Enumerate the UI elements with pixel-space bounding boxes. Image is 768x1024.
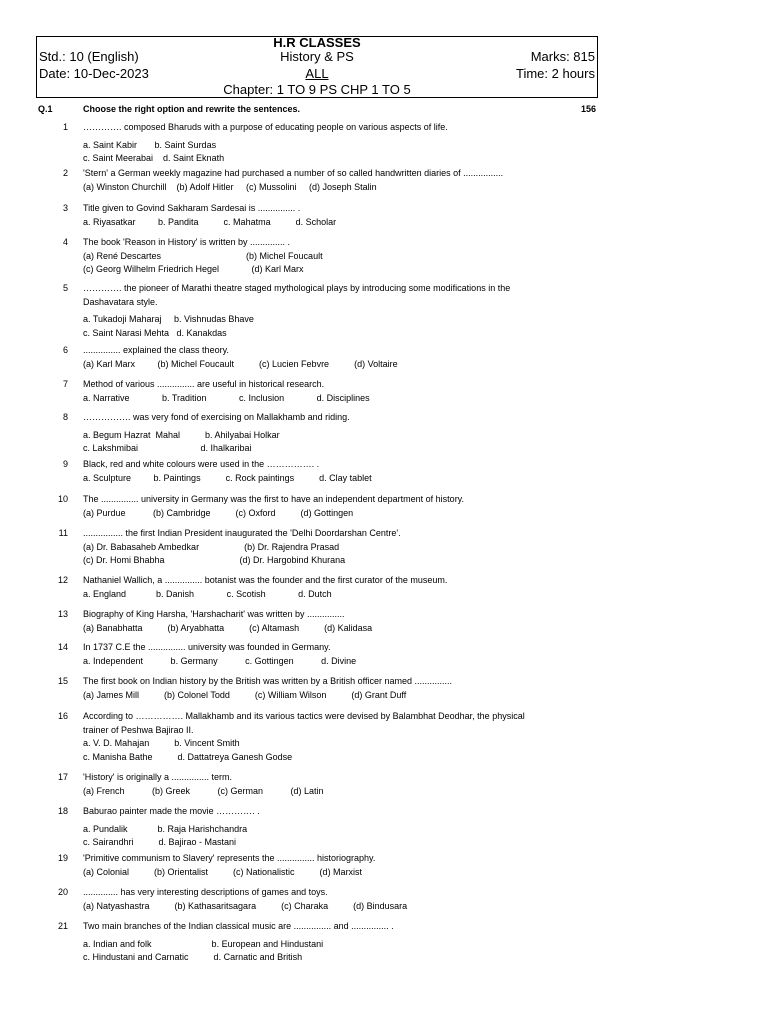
header-row-3	[37, 82, 597, 98]
question-20: 20 .............. has very interesting descriptions of games and toys. (a) Natyashastra (b) Kathasaritsagara (c) Charaka (d) Bindusara	[57, 887, 408, 911]
question-8: 8 ……………. was very fond of exercising on Mallakhamb and riding. a. Begum Hazrat Mahal b. Ahilyabai Holkar c. Lakshmibai d. Ihalkaribai	[62, 412, 350, 453]
question-17: 17 'History' is originally a ............... term. (a) French (b) Greek (c) German (d) Latin	[57, 772, 324, 796]
time-label: Time: 2 hours	[516, 66, 595, 81]
question-1: 1 …………. composed Bharuds with a purpose of educating people on various aspects of life. a. Saint Kabir b. Saint Surdas c. Saint Meerabai d. Saint Eknath	[62, 122, 448, 163]
header-row-2	[37, 66, 597, 82]
question-6: 6 ............... explained the class theory. (a) Karl Marx (b) Michel Foucault (c) Lucien Febvre (d) Voltaire	[62, 345, 398, 369]
section-marks: 156	[580, 104, 596, 114]
question-5: 5 …………. the pioneer of Marathi theatre staged mythological plays by introducing some modifications in the Dashavatara style. a. Tukadoji Maharaj b. Vishnudas Bhave c. Saint Narasi Mehta d. Kanakdas	[62, 283, 511, 338]
paper-header	[36, 36, 598, 98]
question-18: 18 Baburao painter made the movie …………. . a. Pundalik b. Raja Harishchandra c. Sairandhri d. Bajirao - Mastani	[57, 806, 260, 847]
question-14: 14 In 1737 C.E the ............... university was founded in Germany. a. Independent b. Germany c. Gottingen d. Divine	[57, 642, 357, 666]
question-12: 12 Nathaniel Wallich, a ............... botanist was the founder and the first curator of the museum. a. England b. Danish c. Scotish d. Dutch	[57, 575, 448, 599]
question-19: 19 'Primitive communism to Slavery' represents the ............... historiography. (a) Colonial (b) Orientalist (c) Nationalistic (d) Marxist	[57, 853, 376, 877]
question-9: 9 Black, red and white colours were used in the ……………. . a. Sculpture b. Paintings c. Rock paintings d. Clay tablet	[62, 459, 372, 483]
question-11: 11 ................ the first Indian President inaugurated the 'Delhi Doordarshan Centre'. (a) Dr. Babasaheb Ambedkar (b) Dr. Rajendra Prasad (c) Dr. Homi Bhabha (d) Dr. Hargobind Khurana	[58, 528, 401, 565]
question-3: 3 Title given to Govind Sakharam Sardesai is ............... . a. Riyasatkar b. Pandita c. Mahatma d. Scholar	[62, 203, 337, 227]
question-13: 13 Biography of King Harsha, 'Harshacharit' was written by ............... (a) Banabhatta (b) Aryabhatta (c) Altamash (d) Kalidasa	[57, 609, 373, 633]
question-15: 15 The first book on Indian history by the British was written by a British officer named ............... (a) James Mill (b) Colonel Todd (c) William Wilson (d) Grant Duff	[57, 676, 452, 700]
question-21: 21 Two main branches of the Indian classical music are ............... and ............... . a. Indian and folk b. European and Hindustani c. Hindustani and Carnatic d. Carnatic and British	[57, 921, 394, 962]
scope-label: ALL	[305, 66, 329, 81]
question-10: 10 The ............... university in Germany was the first to have an independent department of history. (a) Purdue (b) Cambridge (c) Oxford (d) Gottingen	[57, 494, 465, 518]
section-number: Q.1	[38, 104, 53, 114]
institute-title: H.R CLASSES	[273, 35, 361, 50]
marks-label: Marks: 815	[530, 49, 595, 64]
question-7: 7 Method of various ............... are useful in historical research. a. Narrative b. Tradition c. Inclusion d. Disciplines	[62, 379, 370, 403]
question-16: 16 According to ……………. Mallakhamb and its various tactics were devised by Balambhat Deodhar, the physical trainer of Peshwa Bajirao II. a. V. D. Mahajan b. Vincent Smith c. Manisha Bathe d. Dattatreya Ganesh Godse	[57, 711, 525, 762]
section-heading	[38, 104, 596, 116]
std-label: Std.: 10 (English)	[39, 49, 139, 64]
subject-label: History & PS	[280, 49, 354, 64]
section-instruction: Choose the right option and rewrite the sentences.	[83, 104, 301, 114]
date-label: Date: 10-Dec-2023	[39, 66, 149, 81]
question-4: 4 The book 'Reason in History' is written by .............. . (a) René Descartes (b) Michel Foucault (c) Georg Wilhelm Friedrich Hegel (d) Karl Marx	[62, 237, 323, 274]
chapter-label: Chapter: 1 TO 9 PS CHP 1 TO 5	[223, 82, 411, 97]
question-2: 2 'Stern' a German weekly magazine had purchased a number of so called handwritten diaries of ................ (a) Winston Churchill (b) Adolf Hitler (c) Mussolini (d) Joseph Stalin	[62, 168, 504, 192]
header-row-1	[37, 49, 597, 65]
